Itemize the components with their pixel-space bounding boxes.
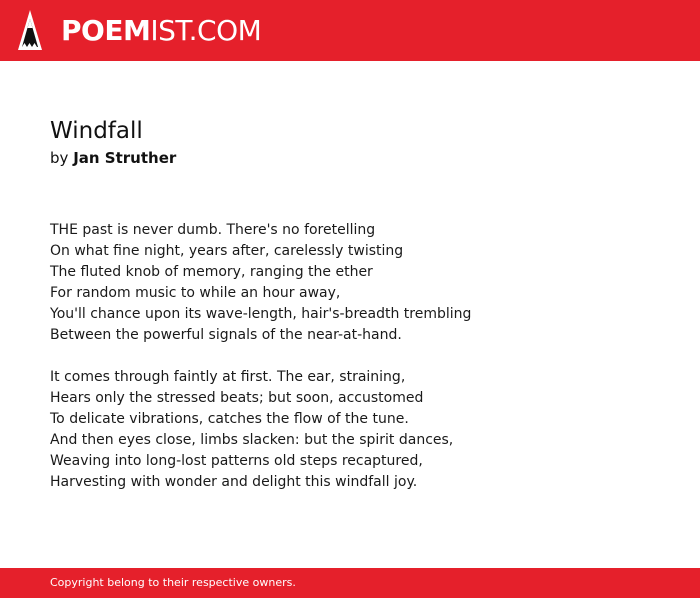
poem-line: THE past is never dumb. There's no foretelling — [50, 222, 376, 238]
poem-line: Between the powerful signals of the near-at-hand. — [50, 327, 402, 343]
logo-bold-text: POEM — [61, 14, 151, 47]
site-header — [0, 0, 700, 61]
poem-stanza — [50, 220, 650, 346]
copyright-text: Copyright belong to their respective owners. — [50, 576, 296, 589]
poem-body — [50, 220, 650, 493]
poem-line: On what fine night, years after, carelessly twisting — [50, 243, 404, 259]
byline-prefix: by — [50, 149, 69, 167]
poem-author: Jan Struther — [73, 149, 177, 167]
site-logo-text — [61, 10, 261, 52]
poem-line: The fluted knob of memory, ranging the ether — [50, 264, 373, 280]
poem-line: For random music to while an hour away, — [50, 285, 341, 301]
poem-line: Harvesting with wonder and delight this windfall joy. — [50, 474, 418, 490]
site-logo-link[interactable] — [18, 10, 261, 52]
poem-line: Weaving into long-lost patterns old steps recaptured, — [50, 453, 423, 469]
poem-stanza — [50, 367, 650, 493]
poem-line: You'll chance upon its wave-length, hair's-breadth trembling — [50, 306, 472, 322]
pencil-icon — [18, 10, 42, 52]
poem-line: Hears only the stressed beats; but soon, accustomed — [50, 390, 424, 406]
site-footer — [0, 568, 700, 598]
logo-light-text: IST.COM — [150, 14, 262, 47]
poem-line: And then eyes close, limbs slacken: but the spirit dances, — [50, 432, 454, 448]
poem-title: Windfall — [50, 118, 143, 144]
poem-line: It comes through faintly at first. The ear, straining, — [50, 369, 406, 385]
poem-line: To delicate vibrations, catches the flow of the tune. — [50, 411, 409, 427]
poem-container — [50, 116, 650, 514]
poem-byline — [50, 148, 650, 168]
